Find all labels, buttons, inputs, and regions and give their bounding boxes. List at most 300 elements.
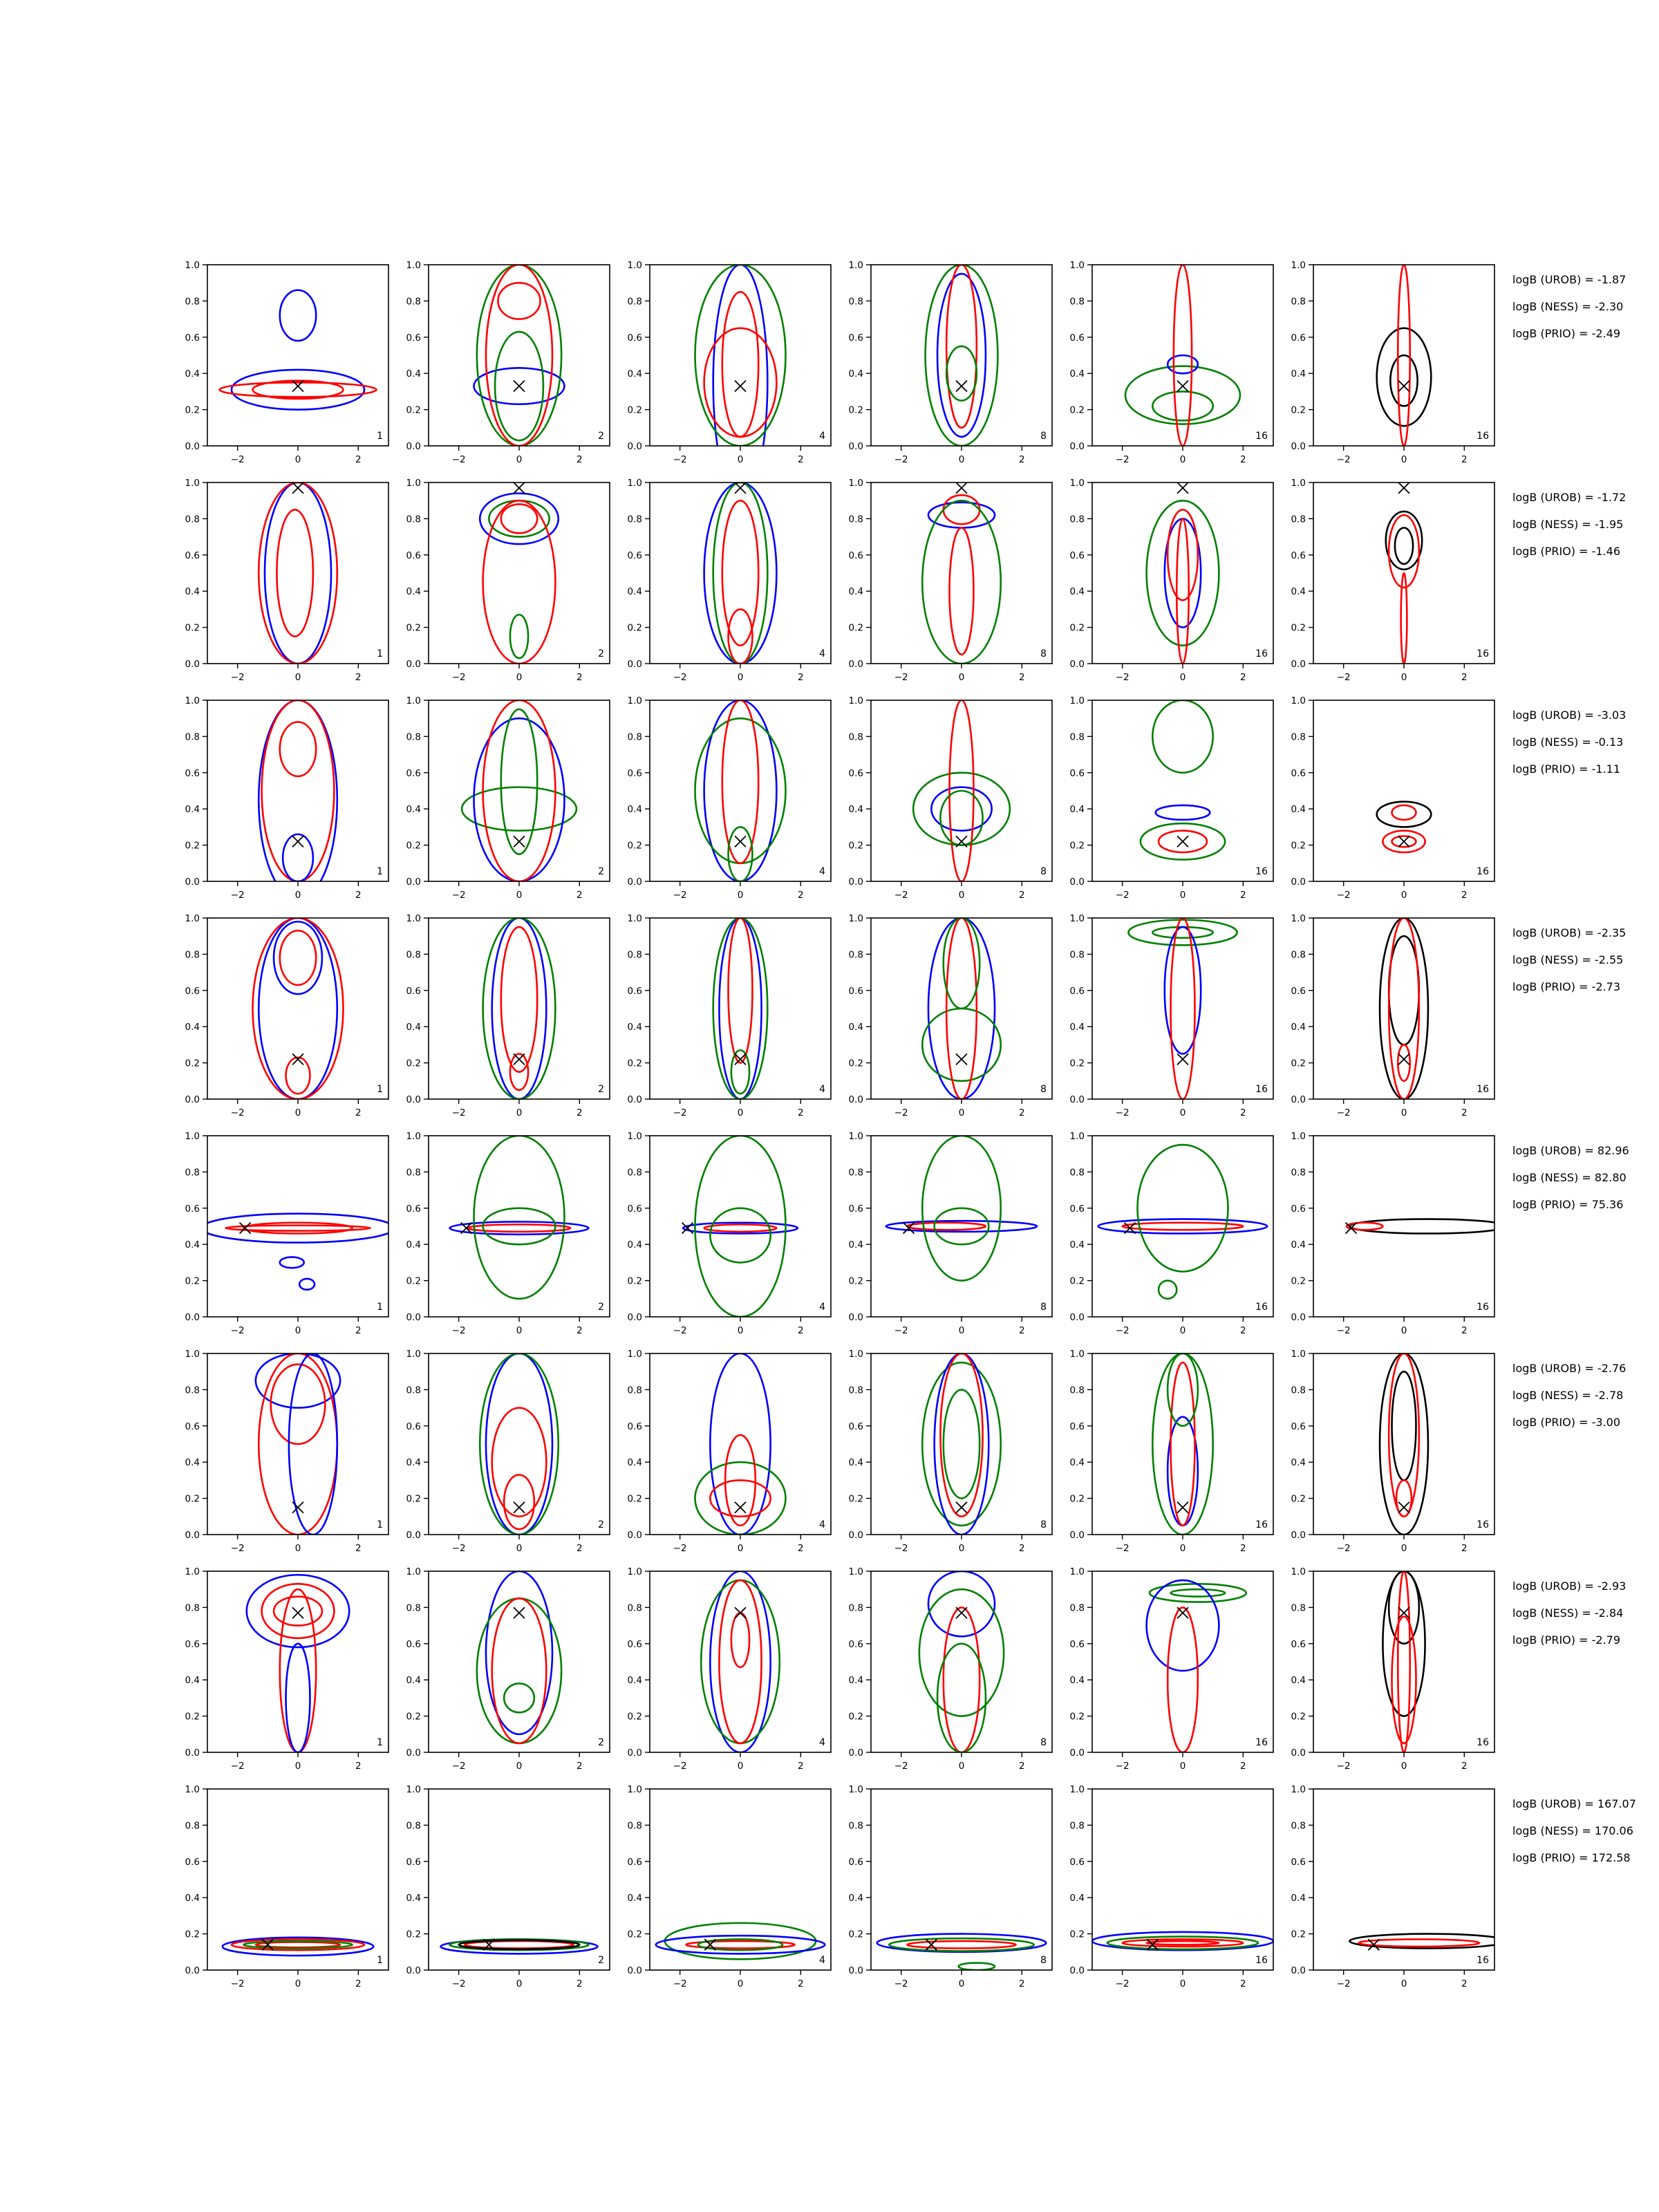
y-tick-label: 1.0 [627, 1349, 642, 1360]
x-tick-label: 0 [1400, 1107, 1407, 1118]
contour-group [450, 1136, 589, 1299]
x-tick-label: 0 [294, 672, 301, 683]
true-value-marker [292, 836, 303, 847]
y-tick-label: 1.0 [1291, 1349, 1306, 1360]
y-tick-label: 0.0 [1291, 659, 1306, 670]
contour-group [1128, 918, 1237, 1099]
y-tick-label: 0.8 [406, 1820, 421, 1832]
x-tick-label: 2 [1461, 890, 1468, 901]
contour-line [299, 1279, 315, 1290]
x-tick-label: 2 [1019, 1325, 1025, 1336]
contour-line [1389, 515, 1419, 588]
x-tick-label: 0 [958, 1761, 965, 1772]
x-tick-label: −2 [451, 1107, 466, 1118]
contour-line [944, 495, 980, 524]
y-tick-label: 0.0 [185, 1312, 200, 1323]
logB-ness: logB (NESS) = 170.06 [1512, 1824, 1633, 1837]
y-tick-label: 0.0 [848, 1747, 863, 1759]
contour-line [713, 482, 768, 664]
y-tick-label: 0.2 [406, 1058, 421, 1069]
y-tick-label: 0.4 [185, 368, 200, 380]
true-value-marker [1177, 836, 1188, 847]
contour-line [959, 1963, 995, 1970]
y-tick-label: 1.0 [848, 1566, 863, 1577]
y-tick-label: 0.6 [848, 332, 863, 344]
y-tick-label: 0.4 [848, 1675, 863, 1687]
contour-group [253, 918, 344, 1099]
y-tick-label: 0.6 [848, 1638, 863, 1650]
subplot [849, 478, 1052, 683]
contour-line [937, 274, 986, 437]
y-tick-label: 0.2 [848, 622, 863, 634]
contour-line [1168, 1607, 1198, 1752]
contour-group [913, 700, 1010, 881]
y-tick-label: 0.2 [1069, 1711, 1085, 1723]
contour-line [1392, 1371, 1416, 1480]
contour-line [280, 930, 316, 985]
contour-line [1401, 573, 1407, 664]
contour-line [1152, 391, 1212, 420]
y-tick-label: 0.8 [1291, 1167, 1306, 1179]
x-tick-label: 0 [1400, 890, 1407, 901]
subplot [185, 478, 388, 683]
x-tick-label: −2 [451, 1543, 466, 1554]
contour-line [940, 1353, 982, 1517]
y-tick-label: 0.0 [406, 1094, 421, 1105]
x-tick-label: 0 [958, 890, 965, 901]
subplot-label: 16 [1477, 1302, 1489, 1313]
y-tick-label: 0.4 [185, 1022, 200, 1033]
axes-frame [1092, 700, 1273, 881]
subplot [1291, 478, 1494, 683]
x-tick-label: 0 [1179, 1543, 1186, 1554]
contour-line [704, 482, 777, 664]
contour-group [1347, 1219, 1506, 1234]
contour-line [701, 1580, 780, 1743]
contour-line [950, 528, 974, 655]
contour-group [247, 1575, 349, 1752]
y-tick-label: 0.2 [627, 1493, 642, 1505]
y-tick-label: 0.2 [185, 1929, 200, 1940]
subplot-label: 16 [1255, 866, 1268, 877]
contour-line [1386, 512, 1422, 570]
x-tick-label: 0 [1179, 672, 1186, 683]
y-tick-label: 0.8 [185, 1820, 200, 1832]
y-tick-label: 0.2 [1069, 840, 1085, 852]
subplot-label: 1 [377, 1737, 383, 1748]
x-tick-label: 0 [737, 672, 744, 683]
contour-line [1377, 328, 1432, 426]
subplot [1291, 1349, 1494, 1554]
x-tick-label: −2 [451, 1761, 466, 1772]
y-tick-label: 0.8 [406, 731, 421, 743]
subplot [185, 913, 388, 1118]
contour-line [280, 1257, 304, 1268]
y-tick-label: 0.8 [1069, 514, 1085, 525]
y-tick-label: 1.0 [848, 260, 863, 271]
y-tick-label: 0.0 [627, 1965, 642, 1976]
true-value-marker [735, 1607, 746, 1618]
x-tick-label: 2 [1240, 1325, 1246, 1336]
y-tick-label: 0.6 [627, 767, 642, 779]
contour-line [1147, 500, 1219, 646]
logB-annotations [1512, 926, 1626, 993]
contour-line [1159, 1281, 1177, 1299]
contour-line [477, 265, 561, 446]
x-tick-label: 2 [577, 1543, 583, 1554]
logB-ness: logB (NESS) = -2.84 [1512, 1606, 1624, 1620]
true-value-marker [956, 1607, 967, 1618]
axes-frame [207, 918, 388, 1099]
y-tick-label: 0.0 [1069, 877, 1085, 888]
y-tick-label: 0.4 [1069, 586, 1085, 598]
y-tick-label: 1.0 [627, 260, 642, 271]
true-value-marker [1177, 482, 1188, 494]
logB-urob: logB (UROB) = 82.96 [1512, 1144, 1629, 1157]
y-tick-label: 0.6 [1291, 1421, 1306, 1432]
true-value-marker [1177, 1502, 1188, 1513]
y-tick-label: 0.8 [1069, 1820, 1085, 1832]
axes-frame [1313, 700, 1494, 881]
contour-line [1171, 1589, 1226, 1596]
true-value-marker [1177, 1607, 1188, 1618]
x-tick-label: −2 [894, 1107, 908, 1118]
y-tick-label: 0.8 [406, 1167, 421, 1179]
x-tick-label: 2 [355, 672, 362, 683]
contour-line [1390, 355, 1417, 406]
x-tick-label: 0 [1179, 1761, 1186, 1772]
y-tick-label: 1.0 [627, 695, 642, 706]
y-tick-label: 0.0 [406, 877, 421, 888]
y-tick-label: 0.4 [1069, 804, 1085, 816]
subplot [849, 1784, 1052, 1989]
y-tick-label: 0.6 [185, 1638, 200, 1650]
contour-line [1392, 1617, 1416, 1743]
logB-urob: logB (UROB) = -1.87 [1512, 273, 1627, 286]
x-tick-label: 2 [1461, 454, 1468, 465]
y-tick-label: 0.0 [627, 1312, 642, 1323]
y-tick-label: 0.8 [185, 514, 200, 525]
y-tick-label: 0.4 [627, 368, 642, 380]
subplot [1070, 1566, 1273, 1772]
x-tick-label: −2 [1336, 454, 1351, 465]
y-tick-label: 0.4 [406, 586, 421, 598]
y-tick-label: 0.6 [185, 1421, 200, 1432]
x-tick-label: 2 [1461, 1107, 1468, 1118]
y-tick-label: 0.0 [848, 1094, 863, 1105]
axes-frame [650, 1136, 831, 1317]
axes-frame [871, 1136, 1052, 1317]
y-tick-label: 0.8 [406, 296, 421, 308]
contour-line [462, 787, 577, 831]
y-tick-label: 0.8 [848, 949, 863, 961]
contour-group [713, 918, 768, 1099]
subplot-label: 16 [1255, 1737, 1268, 1748]
subplot [185, 1349, 388, 1554]
x-tick-label: 2 [1240, 1543, 1246, 1554]
y-tick-label: 1.0 [627, 913, 642, 924]
x-tick-label: 0 [516, 454, 523, 465]
y-tick-label: 0.8 [1291, 949, 1306, 961]
x-tick-label: −2 [451, 1978, 466, 1989]
true-value-marker [1398, 1053, 1409, 1065]
y-tick-label: 0.2 [1291, 1058, 1306, 1069]
axes-frame [429, 482, 610, 664]
y-tick-label: 0.0 [627, 1530, 642, 1541]
axes-frame [650, 918, 831, 1099]
y-tick-label: 1.0 [185, 478, 200, 489]
contour-line [276, 509, 312, 636]
contour-line [262, 1584, 335, 1638]
x-tick-label: −2 [673, 1325, 687, 1336]
subplot [628, 1566, 831, 1772]
y-tick-label: 1.0 [848, 695, 863, 706]
y-tick-label: 0.4 [185, 1893, 200, 1904]
y-tick-label: 0.2 [185, 1711, 200, 1723]
y-tick-label: 0.6 [1291, 332, 1306, 344]
x-tick-label: 0 [294, 454, 301, 465]
subplot-label: 8 [1040, 1955, 1047, 1966]
subplot [1291, 1784, 1507, 1989]
x-tick-label: 2 [355, 1107, 362, 1118]
subplot [1291, 1566, 1494, 1772]
subplot-label: 8 [1040, 866, 1047, 877]
y-tick-label: 0.6 [1069, 1856, 1085, 1868]
y-tick-label: 0.2 [1069, 404, 1085, 416]
contour-line [722, 292, 758, 437]
true-value-marker [1398, 482, 1409, 494]
y-tick-label: 0.4 [1069, 1457, 1085, 1469]
y-tick-label: 0.6 [1291, 1638, 1306, 1650]
contour-group [926, 265, 998, 446]
logB-ness: logB (NESS) = -1.95 [1512, 518, 1624, 531]
x-tick-label: 2 [798, 1543, 804, 1554]
y-tick-label: 0.4 [848, 1893, 863, 1904]
y-tick-label: 0.2 [406, 1493, 421, 1505]
subplot [1291, 260, 1494, 465]
contour-group [1125, 265, 1240, 446]
contour-line [492, 1598, 547, 1743]
contour-group [1382, 1571, 1425, 1752]
x-tick-label: 0 [958, 672, 965, 683]
contour-line [1392, 805, 1416, 820]
true-value-marker [514, 381, 525, 392]
contour-line [704, 1224, 777, 1231]
y-tick-label: 0.0 [627, 1747, 642, 1759]
logB-annotations [1512, 273, 1626, 340]
y-tick-label: 0.6 [848, 985, 863, 997]
x-tick-label: −2 [1115, 1543, 1130, 1554]
x-tick-label: 0 [516, 672, 523, 683]
contour-line [719, 918, 761, 1099]
y-tick-label: 0.8 [185, 1385, 200, 1396]
y-tick-label: 1.0 [1291, 260, 1306, 271]
contour-line [907, 1223, 986, 1230]
y-tick-label: 0.2 [848, 1058, 863, 1069]
y-tick-label: 0.8 [1069, 949, 1085, 961]
x-tick-label: 2 [1019, 1978, 1025, 1989]
logB-prio: logB (PRIO) = 75.36 [1512, 1198, 1624, 1211]
axes-frame [207, 265, 388, 446]
x-tick-label: 0 [1400, 1325, 1407, 1336]
y-tick-label: 0.2 [406, 1929, 421, 1940]
contour-line [286, 1058, 310, 1094]
x-tick-label: 2 [577, 1978, 583, 1989]
y-tick-label: 1.0 [848, 478, 863, 489]
x-tick-label: −2 [673, 1978, 687, 1989]
y-tick-label: 0.0 [848, 1530, 863, 1541]
true-value-marker [956, 482, 967, 494]
subplot-label: 1 [377, 431, 383, 442]
y-tick-label: 0.2 [406, 622, 421, 634]
true-value-marker [735, 1502, 746, 1513]
x-tick-label: 0 [294, 1543, 301, 1554]
contour-line [501, 709, 537, 854]
subplot [406, 1566, 610, 1772]
contour-line [1389, 936, 1419, 1044]
x-tick-label: −2 [894, 1761, 908, 1772]
subplot-label: 4 [819, 1955, 825, 1966]
x-tick-label: −2 [1115, 672, 1130, 683]
contour-line [907, 1941, 1015, 1948]
y-tick-label: 0.4 [185, 586, 200, 598]
subplot [849, 1131, 1052, 1336]
x-tick-label: 2 [798, 1107, 804, 1118]
axes-frame [871, 482, 1052, 664]
contour-line [1389, 1353, 1419, 1517]
logB-annotations [1512, 1580, 1626, 1647]
y-tick-label: 0.4 [1291, 1239, 1306, 1251]
x-tick-label: −2 [894, 454, 908, 465]
y-tick-label: 0.2 [1291, 1275, 1306, 1287]
true-value-marker [735, 381, 746, 392]
x-tick-label: 2 [1019, 1543, 1025, 1554]
x-tick-label: 2 [355, 1325, 362, 1336]
subplot-label: 8 [1040, 1084, 1047, 1095]
y-tick-label: 0.6 [1291, 767, 1306, 779]
contour-line [1152, 927, 1212, 938]
contour-line [274, 1597, 322, 1626]
subplot-label: 16 [1477, 1955, 1489, 1966]
x-tick-label: −2 [230, 672, 245, 683]
subplot-label: 4 [819, 648, 825, 659]
y-tick-label: 0.4 [627, 1022, 642, 1033]
x-tick-label: 0 [1179, 1978, 1186, 1989]
x-tick-label: 0 [958, 1978, 965, 1989]
contour-line [729, 918, 753, 1063]
true-value-marker [240, 1223, 251, 1234]
x-tick-label: −2 [230, 890, 245, 901]
x-tick-label: 2 [1019, 1761, 1025, 1772]
y-tick-label: 0.6 [1291, 1856, 1306, 1868]
contour-group [683, 1136, 798, 1317]
y-tick-label: 0.4 [1291, 1675, 1306, 1687]
x-tick-label: 2 [1240, 1978, 1246, 1989]
y-tick-label: 0.8 [627, 1602, 642, 1614]
y-tick-label: 0.8 [1291, 1820, 1306, 1832]
contour-line [259, 918, 337, 1099]
y-tick-label: 0.4 [627, 1457, 642, 1469]
logB-ness: logB (NESS) = -0.13 [1512, 735, 1624, 749]
axes-frame [871, 1571, 1052, 1752]
y-tick-label: 0.6 [848, 1421, 863, 1432]
y-tick-label: 0.8 [627, 514, 642, 525]
y-tick-label: 0.4 [1069, 1239, 1085, 1251]
logB-urob: logB (UROB) = -3.03 [1512, 709, 1627, 722]
subplot-label: 2 [598, 1519, 604, 1530]
y-tick-label: 1.0 [406, 913, 421, 924]
y-tick-label: 0.8 [406, 1385, 421, 1396]
y-tick-label: 0.6 [627, 1203, 642, 1215]
contour-line [913, 773, 1010, 845]
y-tick-label: 0.4 [1291, 586, 1306, 598]
subplot-label: 16 [1477, 648, 1489, 659]
y-tick-label: 0.8 [848, 731, 863, 743]
x-tick-label: 0 [1400, 1761, 1407, 1772]
contour-line [486, 265, 552, 446]
y-tick-label: 0.2 [1069, 1929, 1085, 1940]
y-tick-label: 0.2 [848, 1929, 863, 1940]
y-tick-label: 0.6 [406, 1421, 421, 1432]
y-tick-label: 1.0 [185, 1566, 200, 1577]
y-tick-label: 0.4 [627, 586, 642, 598]
x-tick-label: −2 [673, 672, 687, 683]
contour-line [1171, 1362, 1195, 1526]
x-tick-label: 2 [577, 890, 583, 901]
contour-group [1092, 1932, 1273, 1950]
x-tick-label: 0 [737, 1543, 744, 1554]
contour-group [1141, 700, 1225, 860]
x-tick-label: −2 [230, 1107, 245, 1118]
contour-group [259, 700, 337, 899]
subplot-label: 1 [377, 1955, 383, 1966]
y-tick-label: 0.2 [627, 622, 642, 634]
y-tick-label: 0.6 [185, 550, 200, 561]
x-tick-label: −2 [1115, 1325, 1130, 1336]
subplot-label: 8 [1040, 1302, 1047, 1313]
contour-group [877, 1934, 1047, 1970]
y-tick-label: 0.6 [627, 985, 642, 997]
y-tick-label: 0.6 [1069, 332, 1085, 344]
y-tick-label: 1.0 [406, 1566, 421, 1577]
contour-line [704, 700, 777, 881]
x-tick-label: 2 [577, 1761, 583, 1772]
y-tick-label: 0.8 [1291, 296, 1306, 308]
y-tick-label: 1.0 [406, 260, 421, 271]
subplot [849, 1566, 1052, 1772]
subplot [406, 1131, 610, 1336]
true-value-marker [514, 482, 525, 494]
x-tick-label: −2 [894, 1978, 908, 1989]
y-tick-label: 0.0 [1069, 659, 1085, 670]
subplot-label: 1 [377, 866, 383, 877]
subplot [185, 260, 388, 465]
x-tick-label: −2 [451, 1325, 466, 1336]
y-tick-label: 1.0 [1069, 695, 1085, 706]
y-tick-label: 1.0 [406, 1131, 421, 1142]
logB-prio: logB (PRIO) = -1.11 [1512, 762, 1620, 776]
contour-line [492, 1408, 547, 1517]
contour-line [1168, 1353, 1198, 1426]
x-tick-label: −2 [894, 1543, 908, 1554]
logB-annotations [1512, 1797, 1636, 1864]
y-tick-label: 0.0 [406, 1530, 421, 1541]
subplot [185, 1566, 388, 1772]
y-tick-label: 1.0 [185, 1349, 200, 1360]
contour-group [440, 1939, 597, 1953]
y-tick-label: 0.8 [185, 731, 200, 743]
subplot-label: 16 [1477, 431, 1489, 442]
